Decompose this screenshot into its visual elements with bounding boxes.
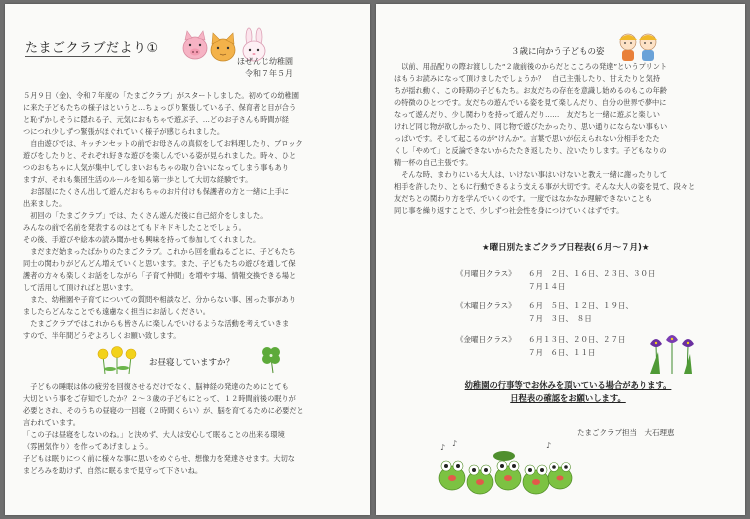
intro-line: つのおもちゃに人気が集中してしまいおもちゃの取り合いになってしまう事もあり <box>23 163 289 172</box>
nap-line: 「この子は昼寝をしないのね。」と決めず、大人は安心して眠ることの出来る環境 <box>23 430 285 439</box>
pig-icon <box>183 31 207 59</box>
development-line: そんな時、まわりにいる大人は、いけない事はいけないと教え一緒に謝ったりして <box>394 170 668 179</box>
issue-date: 令和７年５月 <box>245 69 293 78</box>
nap-heading: お昼寝していますか？ <box>149 358 235 368</box>
nap-line: 子どもの睡眠は体の疲労を回復させるだけでなく、脳神経の発達のためにとても <box>23 382 289 391</box>
frog-icon <box>439 461 465 490</box>
iris-flower-icon <box>644 332 700 374</box>
schedule-dates <box>528 333 626 359</box>
schedule-dates <box>528 299 633 325</box>
schedule-date-line: ７月 ６日、１１日 <box>528 348 596 357</box>
schedule-class-label: 《金曜日クラス》 <box>456 335 516 344</box>
cat-icon <box>211 33 235 61</box>
development-line: 精一杯の自己主張です。 <box>394 158 473 167</box>
intro-line: と恥ずかしそうに隠れる子、元気におもちゃで遊ぶ子、…どのお子さんも時間が経 <box>23 115 289 124</box>
development-line: くし「やめて」と反論できないからたたき返したり、泣いたりします。子どもなりの <box>394 146 667 155</box>
nap-line: 必要とされ、そのうちの昼寝の一回寝（２時間くらい）が、脳を育てるために必要だと <box>23 406 304 415</box>
newsletter-title: たまごクラブだより① <box>25 41 159 56</box>
schedule-notice <box>438 379 698 405</box>
development-heading: ３歳に向かう子どもの姿 <box>511 47 605 57</box>
intro-line: に来た子どもたちの様子はというと…ちょっぴり緊張している子、保育者と目が合う <box>23 103 297 112</box>
intro-line: して活用して頂ければと思います。 <box>23 283 138 292</box>
issuer-block <box>237 56 293 80</box>
schedule-date-line: ６月 ５日、１２日、１９日、 <box>528 301 633 310</box>
intro-line: また、幼稚園や子育てについての質問や相談など、分からない事、困った事があり <box>23 295 296 304</box>
nap-text <box>23 381 304 477</box>
child-icon <box>619 34 637 61</box>
frog-icon <box>548 463 572 490</box>
kindergarten-name: ほぜんじ幼稚園 <box>237 57 293 66</box>
intro-line: つにつれ少しずつ緊張がほぐれていく様子が感じられました。 <box>23 127 225 136</box>
nap-line: 言われています。 <box>23 418 80 427</box>
intro-line: 初回の「たまごクラブ」では、たくさん遊んだ後に自己紹介をしました。 <box>23 211 268 220</box>
music-note-icon: ♪ <box>440 443 446 452</box>
development-line: なって遊んだり、少し関わりを持って遊んだり…… 友だちと一緒に遊ぶと楽しい <box>394 110 660 119</box>
music-note-icon: ♪ <box>546 441 552 450</box>
development-line: ちが揺れ動く、この時期の子どもたち。お友だちの存在を意識し始めるのもこの年齢 <box>394 86 667 95</box>
schedule-date-line: ７月１４日 <box>528 282 566 291</box>
development-line: けれど同じ物が欲しかったり、同じ物で遊びたかったり、思い通りにならない事もい <box>394 122 668 131</box>
signature: たまごクラブ担当 大石理恵 <box>577 428 675 437</box>
intro-line: 自由遊びでは、キッチンセットの前でお母さんの真似をしてお料理したり、ブロック <box>23 139 303 148</box>
intro-line: ますが、それも集団生活のルールを知る第一歩として大切な経験です。 <box>23 175 253 184</box>
children-illustration <box>616 28 660 62</box>
notice-line: 幼稚園の行事等でお休みを頂いている場合があります。 <box>464 380 672 390</box>
schedule-date-line: ６月１３日、２０日、２７日 <box>528 335 626 344</box>
nap-line: （雰囲気作り）を作ってあげましょう。 <box>23 442 153 451</box>
singing-frogs-illustration <box>434 438 574 498</box>
development-line: 以前、用品配りの際お渡しした“２歳前後のからだとこころの発達”というプリント <box>394 62 668 71</box>
dandelion-icon <box>93 344 141 374</box>
intro-line: みんなの前で名前を発表するのはとてもドキドキしたことでしょう。 <box>23 223 246 232</box>
intro-line: すので、半年間どうぞよろしくお願い致します。 <box>23 331 181 340</box>
intro-line: 出来ました。 <box>23 199 67 208</box>
schedule-title: ★曜日別たまごクラブ日程表(６月～７月)★ <box>482 243 650 253</box>
notice-line: 日程表の確認をお願いします。 <box>510 393 626 403</box>
nap-line: まどろみを助けず、自然に眠るまで見守って下さいね。 <box>23 466 203 475</box>
development-line: 友だちとの関わり方を学んでいくのです。一度ではなかなか理解できないことも <box>394 194 653 203</box>
frog-icon <box>523 465 549 494</box>
nap-line: 大切という事をご存知でしたか？２～３歳の子どもにとって、１２時間前後の眠りが <box>23 394 296 403</box>
intro-line: 遊びをしたりと、それぞれ好きな遊びを楽しんでいる姿が見られました。時々、ひと <box>23 151 297 160</box>
right-page <box>376 4 745 515</box>
intro-line: 護者の方々も楽しくお話をしながら「子育て仲間」を増やす場、情報交換できる場と <box>23 271 297 280</box>
intro-line: 同士の関わりがどんどん増えていくと思います。また、子どもたちの遊びを通して保 <box>23 259 296 268</box>
schedule-dates <box>528 267 656 293</box>
development-line: 相手を許したり、ともに行動できるよう支える事が大切です。そんな大人の姿を見て、段々と <box>394 182 696 191</box>
title-underline <box>25 56 130 57</box>
development-line: 同じ事を繰り返すことで、少しずつ社会性を身につけていくはずです。 <box>394 206 624 215</box>
development-line: はもうお読みになって頂けましたでしょうか？ 自己主張したり、甘えたりと気持 <box>394 74 660 83</box>
frog-icon <box>467 465 493 494</box>
clover-icon <box>258 342 284 374</box>
schedule-class-label: 《月曜日クラス》 <box>456 269 516 278</box>
schedule-class-label: 《木曜日クラス》 <box>456 301 516 310</box>
nap-line: 子どもは眠りにつく前に様々な事に思いをめぐらせ、想像力を発達させます。大切な <box>23 454 295 463</box>
schedule-date-line: ７月 ３日、 ８日 <box>528 314 592 323</box>
music-note-icon: ♪ <box>452 439 458 448</box>
left-page <box>5 4 370 515</box>
child-icon <box>639 34 657 61</box>
development-text <box>394 61 695 217</box>
intro-text <box>23 90 303 342</box>
development-line: っぱいです。そして起こるのが“けんか”。言葉で思いが伝えられない分相手をたた <box>394 134 660 143</box>
schedule-date-line: ６月 ２日、１６日、２３日、３０日 <box>528 269 656 278</box>
intro-line: たまごクラブではこれからも皆さんに楽しんでいけるような活動を考えていきま <box>23 319 290 328</box>
intro-line: その後、手遊びや絵本の読み聞かせも興味を持って参加してくれました。 <box>23 235 261 244</box>
intro-line: ５月９日（金)、令和７年度の「たまごクラブ」がスタートしました。初めての幼稚園 <box>23 91 299 100</box>
intro-line: まだまだ始まったばかりのたまごクラブ。これから回を重ねるごとに、子どもたち <box>23 247 296 256</box>
intro-line: お部屋にたくさん出して遊んだおもちゃのお片付けも保護者の方と一緒に上手に <box>23 187 289 196</box>
development-line: の特徴のひとつです。友だちの遊んでいる姿を見て楽しんだり、自分の世界で夢中に <box>394 98 667 107</box>
intro-line: ましたらどんなことでも遠慮なく担当にお話しください。 <box>23 307 210 316</box>
frog-icon <box>493 451 521 490</box>
